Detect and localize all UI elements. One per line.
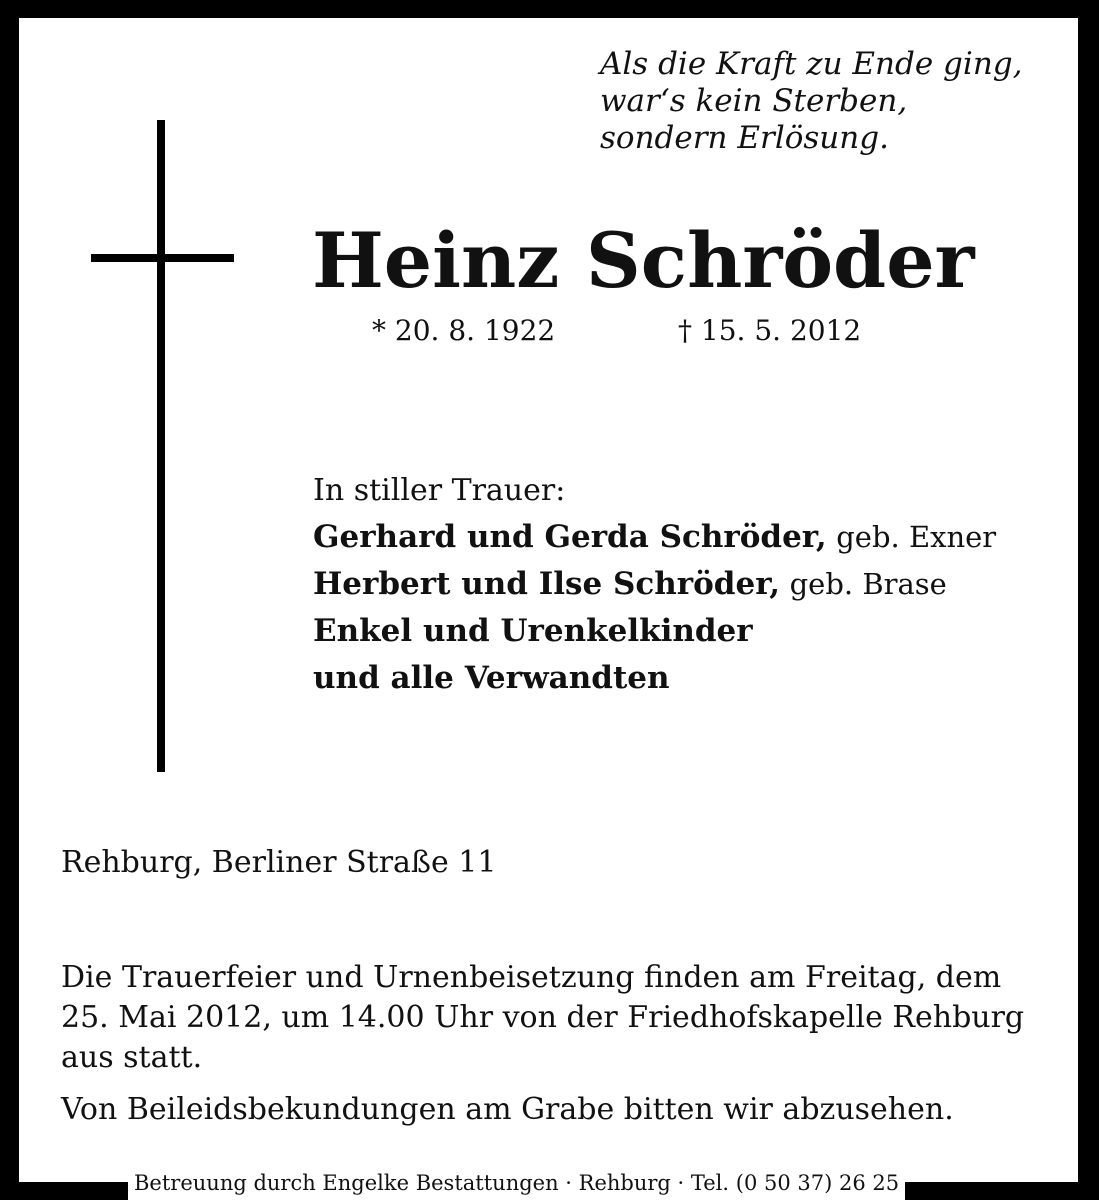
death-date: † 15. 5. 2012 — [678, 314, 862, 347]
mourner-note: geb. Exner — [836, 520, 997, 554]
condolence-note: Von Beileidsbekundungen am Grabe bitten wir abzusehen. — [61, 1092, 954, 1127]
mourner-names: Enkel und Urenkelkinder — [313, 613, 753, 649]
birth-date: * 20. 8. 1922 — [372, 314, 556, 347]
ceremony-info — [61, 958, 1051, 1078]
ceremony-line: 25. Mai 2012, um 14.00 Uhr von der Friedhofskapelle Rehburg — [61, 1000, 1025, 1035]
quote-line: Als die Kraft zu Ende ging, — [600, 46, 1023, 82]
funeral-home-footer: Betreuung durch Engelke Bestattungen · Rehburg · Tel. (0 50 37) 26 25 — [128, 1168, 905, 1200]
epigraph-quote — [600, 46, 1070, 157]
mourner-names: und alle Verwandten — [313, 660, 670, 696]
cross-icon-bar — [91, 254, 234, 262]
mourner-note: geb. Brase — [789, 567, 947, 601]
deceased-name: Heinz Schröder — [312, 216, 975, 305]
ceremony-line: aus statt. — [61, 1040, 203, 1075]
mourner-names: Herbert und Ilse Schröder, — [313, 566, 781, 602]
mourners-intro: In stiller Trauer: — [313, 473, 566, 508]
mourner-names: Gerhard und Gerda Schröder, — [313, 519, 827, 555]
mourner-entry — [313, 655, 996, 702]
mourner-entry — [313, 608, 996, 655]
mourner-entry — [313, 561, 996, 608]
quote-line: war‘s kein Sterben, — [600, 83, 908, 119]
address: Rehburg, Berliner Straße 11 — [61, 845, 497, 880]
cross-icon — [157, 120, 165, 772]
ceremony-line: Die Trauerfeier und Urnenbeisetzung finden am Freitag, dem — [61, 960, 1002, 995]
quote-line: sondern Erlösung. — [600, 120, 889, 156]
mourners-list — [313, 468, 996, 702]
mourner-entry — [313, 514, 996, 561]
